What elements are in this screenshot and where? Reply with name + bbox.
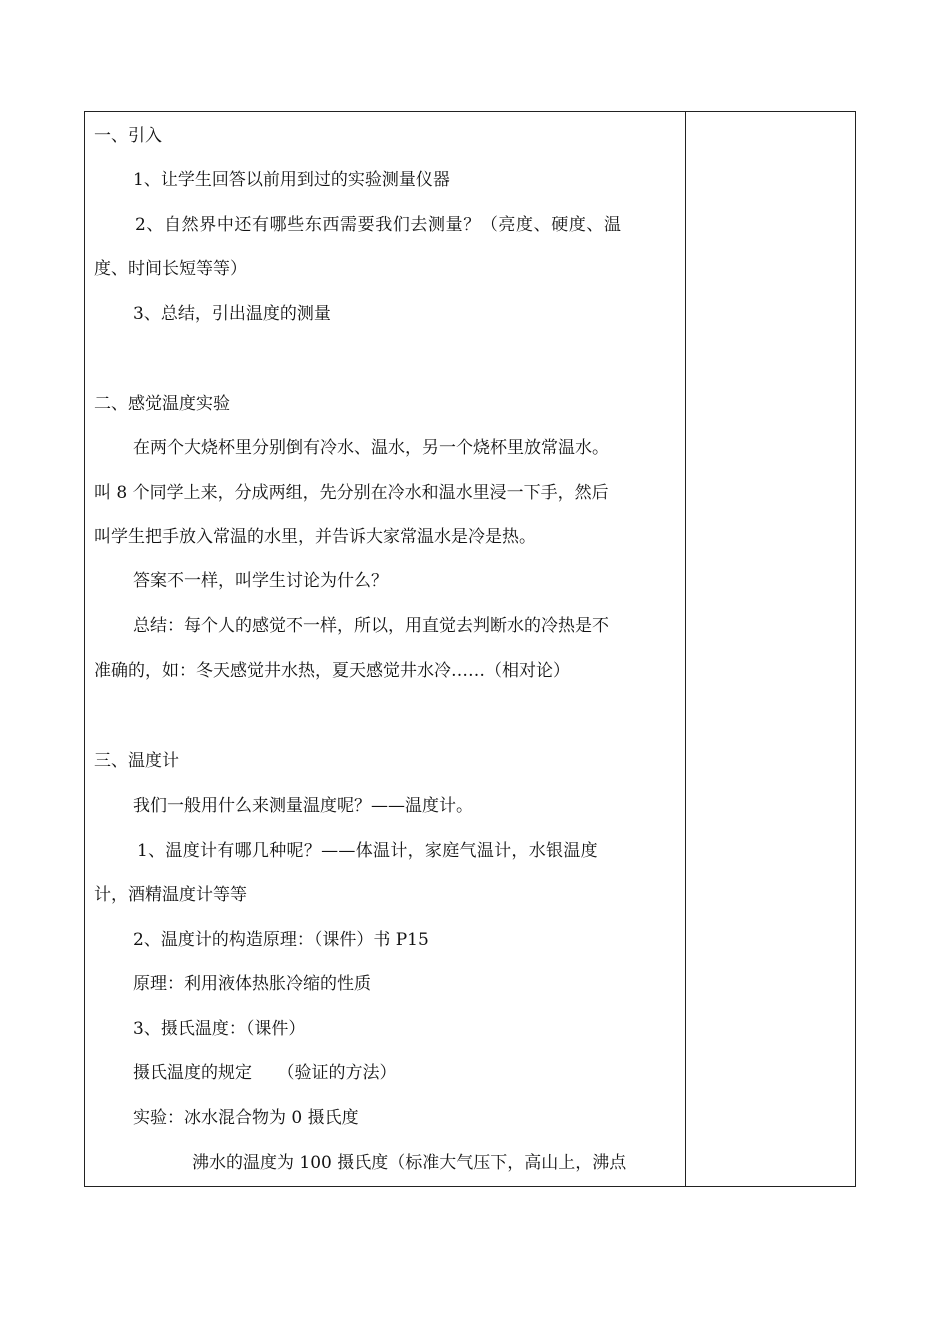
intro-item-2-continued: 度、时间长短等等） [94, 259, 247, 279]
thermometer-item-1-continued: 计，酒精温度计等等 [94, 885, 247, 905]
intro-item-1: 1、让学生回答以前用到过的实验测量仪器 [133, 170, 450, 190]
column-divider [685, 112, 686, 1186]
thermometer-item-2: 2、温度计的构造原理：（课件）书 P15 [133, 930, 429, 950]
heading-temperature-sensing: 二、感觉温度实验 [94, 394, 230, 414]
thermometer-intro: 我们一般用什么来测量温度呢？——温度计。 [133, 796, 473, 816]
intro-item-2: 2、自然界中还有哪些东西需要我们去测量？（亮度、硬度、温 [135, 215, 622, 235]
summary-line-2: 准确的，如：冬天感觉井水热，夏天感觉井水冷……（相对论） [94, 661, 570, 681]
intro-item-3: 3、总结，引出温度的测量 [133, 304, 331, 324]
experiment-paragraph-line-3: 叫学生把手放入常温的水里，并告诉大家常温水是冷是热。 [94, 527, 536, 547]
thermometer-item-3: 3、摄氏温度：（课件） [133, 1019, 306, 1039]
principle-line: 原理：利用液体热胀冷缩的性质 [133, 974, 371, 994]
experiment-paragraph-line-2: 叫 8 个同学上来，分成两组，先分别在冷水和温水里浸一下手，然后 [94, 483, 609, 503]
experiment-paragraph-line-1: 在两个大烧杯里分别倒有冷水、温水，另一个烧杯里放常温水。 [133, 438, 609, 458]
celsius-definition: 摄氏温度的规定 （验证的方法） [133, 1063, 397, 1083]
discussion-question: 答案不一样，叫学生讨论为什么？ [133, 571, 388, 591]
heading-introduction: 一、引入 [94, 126, 162, 146]
experiment-boiling-water: 沸水的温度为 100 摄氏度（标准大气压下，高山上，沸点 [192, 1153, 627, 1173]
thermometer-item-1: 1、温度计有哪几种呢？——体温计，家庭气温计，水银温度 [137, 841, 598, 861]
summary-line-1: 总结：每个人的感觉不一样，所以，用直觉去判断水的冷热是不 [133, 616, 609, 636]
heading-thermometer: 三、温度计 [94, 751, 179, 771]
experiment-ice-water: 实验：冰水混合物为 0 摄氏度 [133, 1108, 359, 1128]
